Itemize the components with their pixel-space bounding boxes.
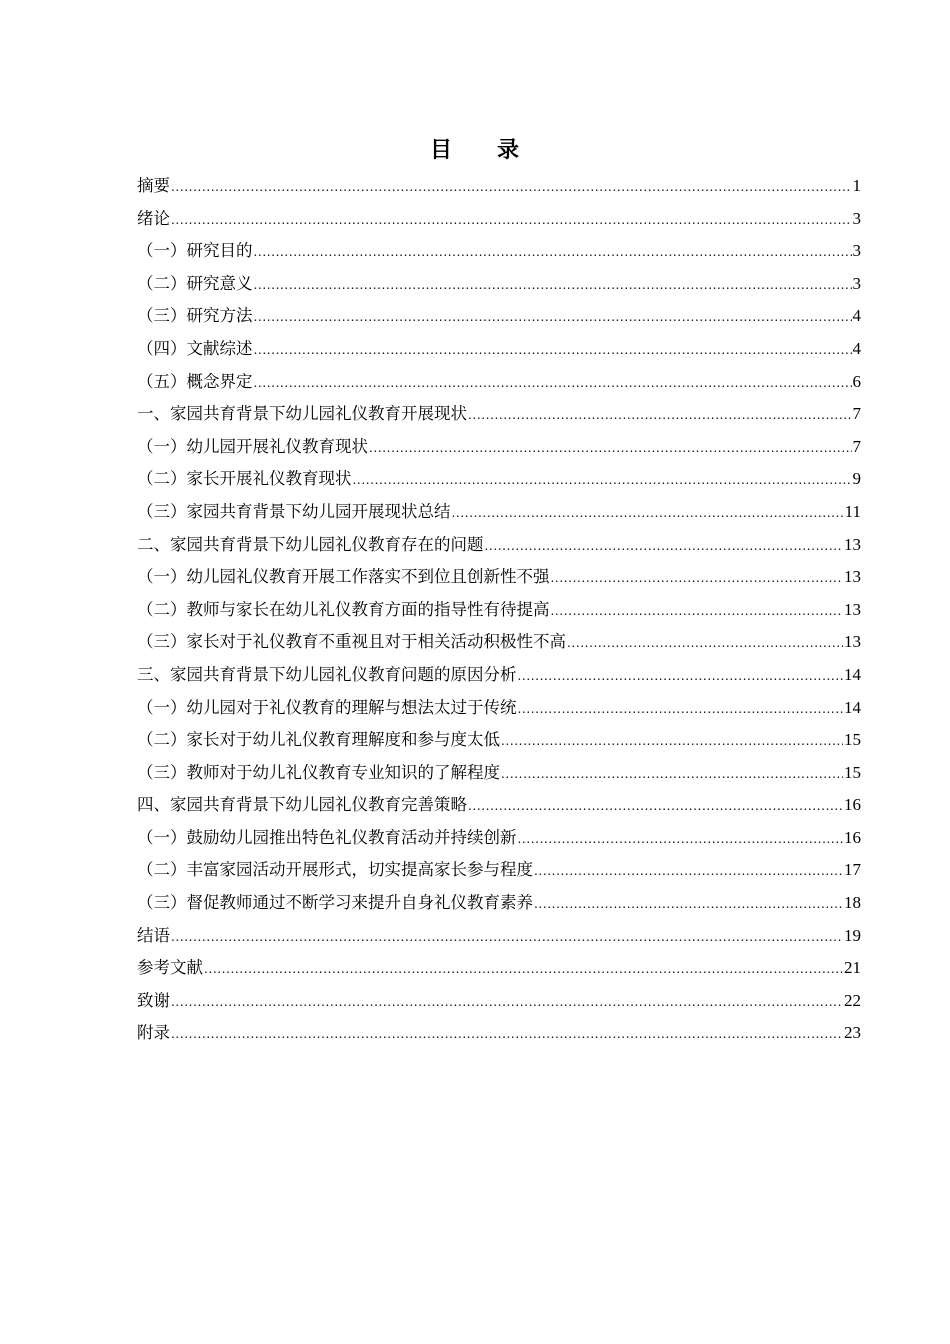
toc-entry-label: （五）概念界定	[137, 371, 253, 391]
toc-dot-leader	[567, 627, 843, 660]
toc-dot-leader	[171, 171, 852, 204]
toc-dot-leader	[353, 464, 852, 497]
toc-entry[interactable]	[137, 854, 861, 887]
toc-entry-label: 二、家园共育背景下幼儿园礼仪教育存在的问题	[137, 534, 484, 554]
toc-entry[interactable]	[137, 1017, 861, 1050]
toc-entry-page-number: 18	[844, 893, 861, 913]
toc-entry-label: （二）研究意义	[137, 273, 253, 293]
toc-entry[interactable]	[137, 170, 861, 203]
toc-entry-label: 四、家园共育背景下幼儿园礼仪教育完善策略	[137, 795, 467, 815]
toc-dot-leader	[452, 497, 844, 530]
toc-entry[interactable]	[137, 659, 861, 692]
toc-entry-page-number: 4	[852, 306, 861, 326]
toc-entry-page-number: 16	[844, 795, 861, 815]
toc-entry-page-number: 4	[852, 338, 861, 358]
toc-dot-leader	[534, 855, 843, 888]
toc-entry-page-number: 6	[852, 371, 861, 391]
toc-dot-leader	[485, 530, 844, 563]
toc-list	[137, 170, 861, 1050]
toc-entry-label: （一）幼儿园对于礼仪教育的理解与想法太过于传统	[137, 697, 517, 717]
toc-entry[interactable]	[137, 952, 861, 985]
toc-entry[interactable]	[137, 887, 861, 920]
toc-entry-page-number: 15	[844, 762, 861, 782]
toc-entry-label: （二）教师与家长在幼儿礼仪教育方面的指导性有待提高	[137, 599, 550, 619]
toc-dot-leader	[171, 1018, 843, 1051]
toc-entry-page-number: 22	[844, 990, 861, 1010]
toc-dot-leader	[254, 367, 852, 400]
toc-dot-leader	[254, 334, 852, 367]
toc-entry[interactable]	[137, 366, 861, 399]
toc-entry-label: （三）家园共育背景下幼儿园开展现状总结	[137, 501, 451, 521]
toc-entry-page-number: 15	[844, 730, 861, 750]
toc-entry-label: （三）督促教师通过不断学习来提升自身礼仪教育素养	[137, 893, 533, 913]
toc-entry-label: 参考文献	[137, 958, 203, 978]
toc-dot-leader	[518, 660, 844, 693]
toc-dot-leader	[204, 953, 843, 986]
toc-entry-label: （一）研究目的	[137, 241, 253, 261]
toc-entry[interactable]	[137, 626, 861, 659]
toc-entry-page-number: 7	[852, 436, 861, 456]
toc-entry-label: （三）研究方法	[137, 306, 253, 326]
toc-dot-leader	[468, 399, 852, 432]
toc-dot-leader	[254, 269, 852, 302]
toc-entry-page-number: 14	[844, 697, 861, 717]
toc-dot-leader	[501, 758, 843, 791]
toc-entry[interactable]	[137, 594, 861, 627]
toc-title-char-1: 目	[429, 137, 453, 163]
toc-entry[interactable]	[137, 985, 861, 1018]
toc-entry[interactable]	[137, 757, 861, 790]
toc-dot-leader	[171, 921, 843, 954]
toc-entry-label: （三）家长对于礼仪教育不重视且对于相关活动积极性不高	[137, 632, 566, 652]
toc-entry[interactable]	[137, 692, 861, 725]
toc-dot-leader	[254, 236, 852, 269]
toc-entry[interactable]	[137, 268, 861, 301]
toc-dot-leader	[369, 432, 852, 465]
toc-entry-page-number: 9	[852, 469, 861, 489]
toc-dot-leader	[501, 725, 843, 758]
toc-title-char-2: 录	[497, 137, 521, 163]
toc-entry-page-number: 17	[844, 860, 861, 880]
toc-entry-label: 摘要	[137, 176, 170, 195]
toc-dot-leader	[551, 595, 844, 628]
toc-entry-page-number: 3	[852, 273, 861, 293]
toc-entry[interactable]	[137, 300, 861, 333]
toc-entry-page-number: 3	[852, 241, 861, 261]
toc-entry-page-number: 14	[844, 664, 861, 684]
toc-entry[interactable]	[137, 463, 861, 496]
toc-entry-page-number: 13	[844, 534, 861, 554]
toc-entry-page-number: 13	[844, 599, 861, 619]
toc-entry[interactable]	[137, 496, 861, 529]
toc-entry-label: 附录	[137, 1023, 170, 1043]
toc-dot-leader	[254, 301, 852, 334]
toc-entry[interactable]	[137, 920, 861, 953]
toc-entry-label: （三）教师对于幼儿礼仪教育专业知识的了解程度	[137, 762, 500, 782]
toc-entry-page-number: 7	[852, 404, 861, 424]
toc-entry-label: 三、家园共育背景下幼儿园礼仪教育问题的原因分析	[137, 664, 517, 684]
toc-dot-leader	[468, 790, 843, 823]
toc-entry[interactable]	[137, 333, 861, 366]
toc-dot-leader	[534, 888, 843, 921]
toc-entry[interactable]	[137, 789, 861, 822]
toc-entry[interactable]	[137, 235, 861, 268]
toc-entry-label: 绪论	[137, 208, 170, 228]
toc-entry-page-number: 21	[844, 958, 861, 978]
toc-entry[interactable]	[137, 529, 861, 562]
toc-entry[interactable]	[137, 561, 861, 594]
toc-entry-label: 一、家园共育背景下幼儿园礼仪教育开展现状	[137, 404, 467, 424]
toc-entry-page-number: 13	[844, 632, 861, 652]
toc-dot-leader	[518, 693, 844, 726]
toc-entry-label: （二）丰富家园活动开展形式，切实提高家长参与程度	[137, 860, 533, 880]
toc-entry[interactable]	[137, 822, 861, 855]
toc-entry[interactable]	[137, 398, 861, 431]
toc-entry-label: 结语	[137, 925, 170, 945]
toc-entry[interactable]	[137, 203, 861, 236]
toc-entry-label: 致谢	[137, 990, 170, 1010]
toc-entry-label: （二）家长开展礼仪教育现状	[137, 469, 352, 489]
toc-entry-page-number: 3	[852, 208, 861, 228]
toc-dot-leader	[171, 986, 843, 1019]
toc-entry-label: （二）家长对于幼儿礼仪教育理解度和参与度太低	[137, 730, 500, 750]
toc-entry[interactable]	[137, 724, 861, 757]
toc-dot-leader	[551, 562, 844, 595]
toc-entry-page-number: 23	[844, 1023, 861, 1043]
toc-dot-leader	[518, 823, 844, 856]
toc-dot-leader	[171, 204, 852, 237]
toc-entry-label: （一）幼儿园礼仪教育开展工作落实不到位且创新性不强	[137, 567, 550, 587]
toc-entry-label: （四）文献综述	[137, 338, 253, 358]
toc-entry-page-number: 1	[852, 176, 861, 195]
toc-entry-page-number: 13	[844, 567, 861, 587]
toc-entry-label: （一）幼儿园开展礼仪教育现状	[137, 436, 368, 456]
toc-entry-label: （一）鼓励幼儿园推出特色礼仪教育活动并持续创新	[137, 827, 517, 847]
toc-entry[interactable]	[137, 431, 861, 464]
toc-entry-page-number: 16	[844, 827, 861, 847]
toc-entry-page-number: 11	[844, 501, 861, 521]
toc-title	[0, 134, 950, 166]
toc-entry-page-number: 19	[844, 925, 861, 945]
